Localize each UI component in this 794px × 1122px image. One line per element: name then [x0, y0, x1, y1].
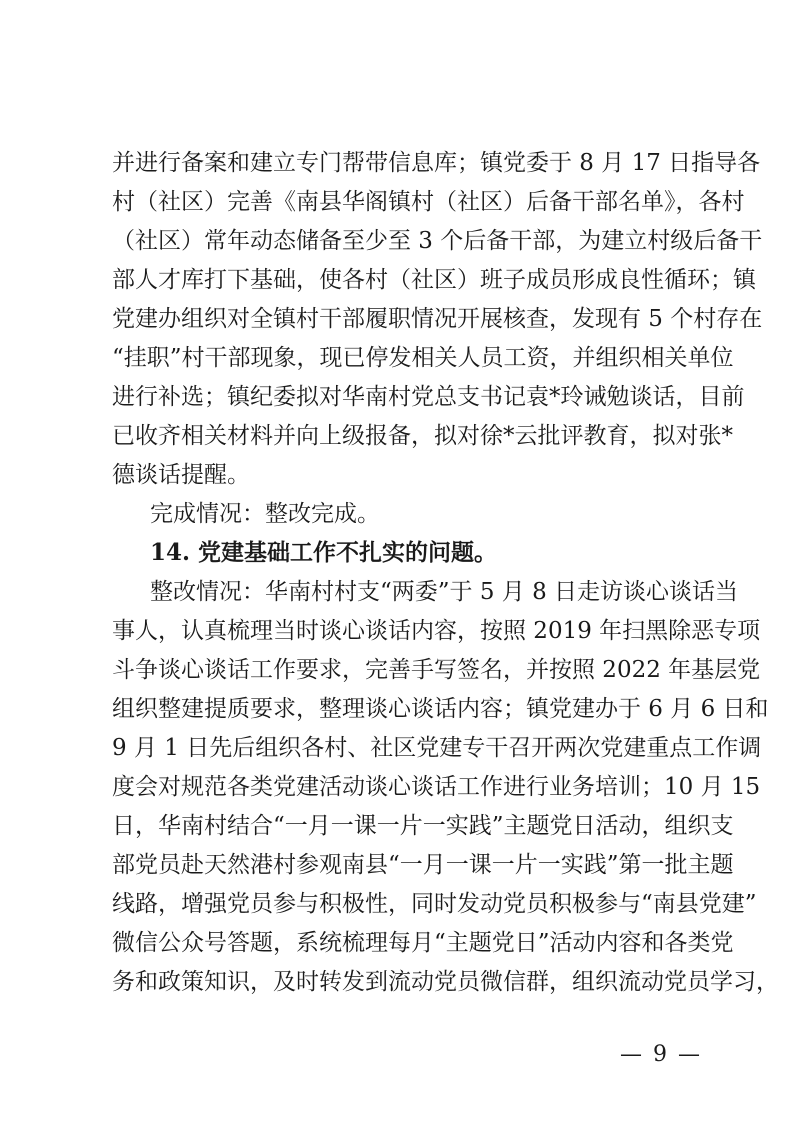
- page-number: — 9 —: [620, 1042, 702, 1067]
- body-text-line: 并进行备案和建立专门帮带信息库；镇党委于 8 月 17 日指导各: [112, 150, 761, 176]
- section-heading: 14. 党建基础工作不扎实的问题。: [150, 539, 498, 566]
- body-text-line: 已收齐相关材料并向上级报备，拟对徐*云批评教育，拟对张*: [112, 423, 733, 449]
- body-text-line: 部党员赴天然港村参观南县“一月一课一片一实践”第一批主题: [112, 852, 734, 878]
- body-text-line: 党建办组织对全镇村干部履职情况开展核查，发现有 5 个村存在: [112, 306, 763, 332]
- body-text-line: 日，华南村结合“一月一课一片一实践”主题党日活动，组织支: [112, 813, 734, 839]
- body-text-line: 事人，认真梳理当时谈心谈话内容，按照 2019 年扫黑除恶专项: [112, 618, 761, 644]
- body-text-line: 整改情况：华南村村支“两委”于 5 月 8 日走访谈心谈话当: [150, 579, 739, 605]
- body-text-line: “挂职”村干部现象，现已停发相关人员工资，并组织相关单位: [112, 345, 734, 371]
- body-text-line: 村（社区）完善《南县华阁镇村（社区）后备干部名单》，各村: [112, 189, 745, 215]
- body-text-line: 组织整建提质要求，整理谈心谈话内容；镇党建办于 6 月 6 日和: [112, 696, 769, 722]
- body-text-line: 德谈话提醒。: [112, 462, 250, 488]
- body-text-line: 务和政策知识，及时转发到流动党员微信群，组织流动党员学习，: [112, 969, 779, 995]
- completion-status: 完成情况：整改完成。: [150, 501, 380, 527]
- body-text-line: （社区）常年动态储备至少至 3 个后备干部，为建立村级后备干: [112, 228, 763, 254]
- body-text-line: 斗争谈心谈话工作要求，完善手写签名，并按照 2022 年基层党: [112, 657, 761, 683]
- body-text-line: 线路，增强党员参与积极性，同时发动党员积极参与“南县党建”: [112, 891, 757, 917]
- body-text-line: 度会对规范各类党建活动谈心谈话工作进行业务培训；10 月 15: [112, 774, 761, 800]
- body-text-line: 部人才库打下基础，使各村（社区）班子成员形成良性循环；镇: [112, 267, 756, 293]
- body-text-line: 微信公众号答题，系统梳理每月“主题党日”活动内容和各类党: [112, 930, 734, 956]
- body-text-line: 进行补选；镇纪委拟对华南村党总支书记袁*玲诫勉谈话，目前: [112, 384, 745, 410]
- body-text-line: 9 月 1 日先后组织各村、社区党建专干召开两次党建重点工作调: [112, 735, 762, 761]
